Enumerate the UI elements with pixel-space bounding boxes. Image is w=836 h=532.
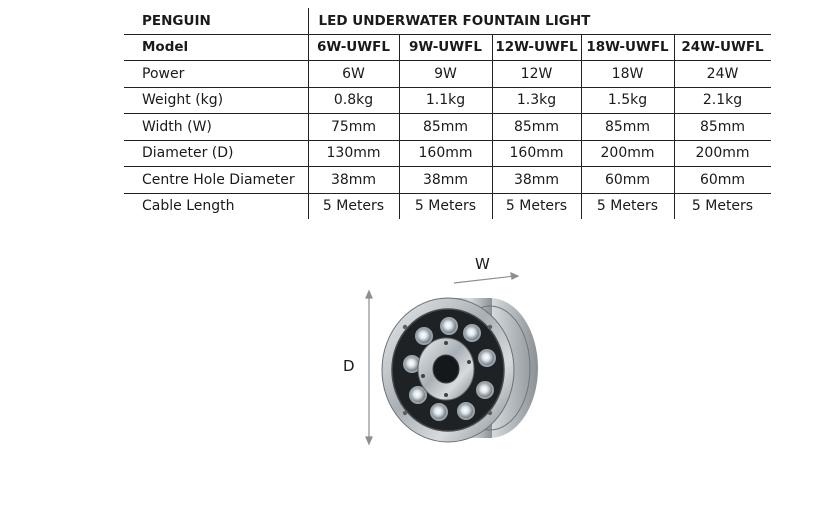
table-cell: 24W: [674, 61, 771, 88]
model-header-row: [124, 34, 771, 61]
table-cell: 5 Meters: [308, 193, 399, 219]
table-title-row: [124, 8, 771, 34]
row-label: Centre Hole Diameter: [124, 167, 308, 194]
table-row: [124, 167, 771, 194]
product-title: LED UNDERWATER FOUNTAIN LIGHT: [308, 8, 771, 34]
table-cell: 5 Meters: [399, 193, 492, 219]
table-cell: 160mm: [492, 140, 581, 167]
spec-table: [124, 8, 771, 219]
table-cell: 75mm: [308, 114, 399, 141]
table-cell: 85mm: [492, 114, 581, 141]
table-cell: 85mm: [674, 114, 771, 141]
table-cell: 130mm: [308, 140, 399, 167]
row-label: Cable Length: [142, 198, 235, 215]
table-cell: 60mm: [581, 167, 674, 194]
model-name: 24W-UWFL: [674, 34, 771, 61]
centre-hole: [433, 355, 459, 383]
table-cell: 5 Meters: [581, 193, 674, 219]
table-cell: 200mm: [581, 140, 674, 167]
table-cell: 1.5kg: [581, 87, 674, 114]
table-cell: 0.8kg: [308, 87, 399, 114]
diameter-arrow: [366, 291, 372, 444]
table-row: [124, 61, 771, 88]
table-cell: 38mm: [308, 167, 399, 194]
table-cell: 1.3kg: [492, 87, 581, 114]
model-header-label: Model: [124, 34, 308, 61]
table-cell: 1.1kg: [399, 87, 492, 114]
table-cell: 38mm: [492, 167, 581, 194]
row-label: Power: [124, 61, 308, 88]
table-cell: 85mm: [399, 114, 492, 141]
row-label: Weight (kg): [124, 87, 308, 114]
row-label: Diameter (D): [124, 140, 308, 167]
table-cell: 6W: [308, 61, 399, 88]
table-cell: 2.1kg: [674, 87, 771, 114]
model-name: 18W-UWFL: [581, 34, 674, 61]
table-cell: 12W: [492, 61, 581, 88]
row-label: Width (W): [124, 114, 308, 141]
diameter-dimension-label: D: [343, 357, 355, 375]
table-cell: 38mm: [399, 167, 492, 194]
table-row: [124, 140, 771, 167]
table-row: [124, 87, 771, 114]
table-row: [124, 193, 771, 219]
table-cell: 85mm: [581, 114, 674, 141]
table-cell: 5 Meters: [492, 193, 581, 219]
table-row: [124, 114, 771, 141]
table-cell: 160mm: [399, 140, 492, 167]
table-cell: 60mm: [674, 167, 771, 194]
width-arrow: [454, 273, 518, 283]
table-cell: 18W: [581, 61, 674, 88]
model-name: 12W-UWFL: [492, 34, 581, 61]
table-cell: 200mm: [674, 140, 771, 167]
brand-name: PENGUIN: [142, 12, 211, 29]
table-cell: 5 Meters: [674, 193, 771, 219]
width-dimension-label: W: [475, 255, 490, 273]
model-name: 6W-UWFL: [308, 34, 399, 61]
model-name: 9W-UWFL: [399, 34, 492, 61]
fountain-light-illustration: [330, 250, 570, 460]
table-cell: 9W: [399, 61, 492, 88]
